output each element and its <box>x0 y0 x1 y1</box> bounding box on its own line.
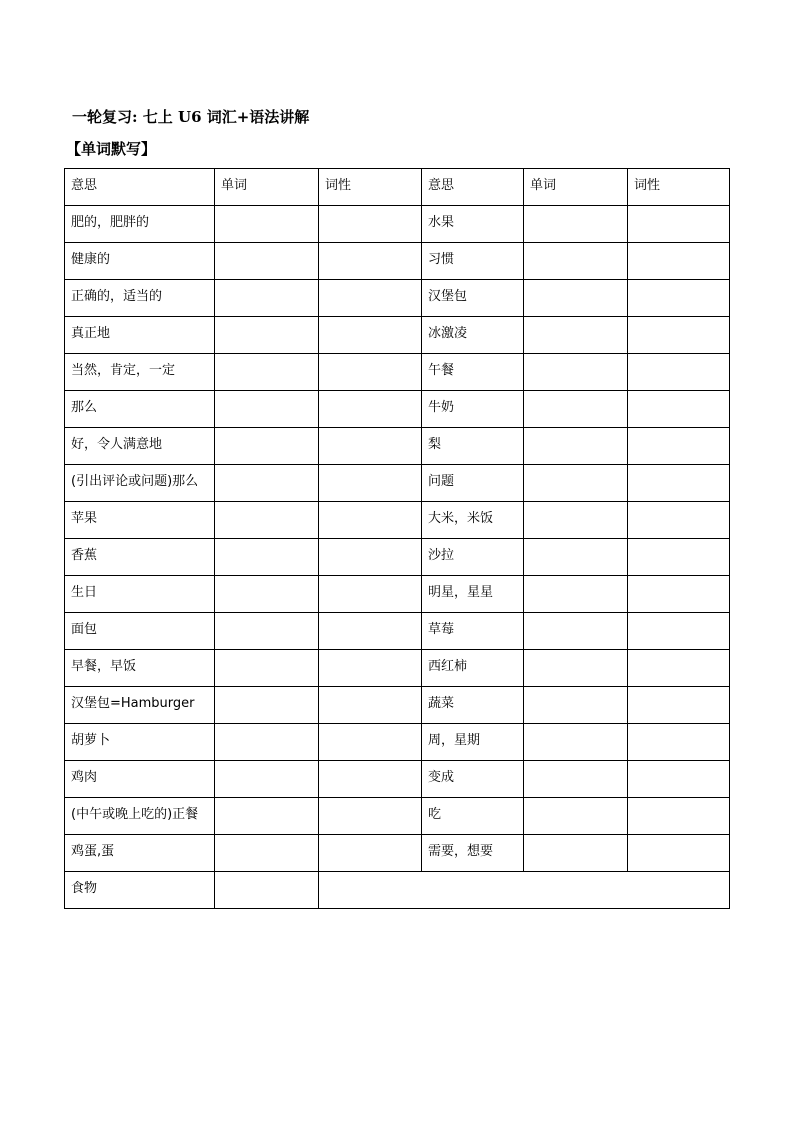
meaning-cell: 蔬菜 <box>422 687 524 724</box>
pos-answer-cell[interactable] <box>628 798 730 835</box>
meaning-cell: (中午或晚上吃的)正餐 <box>65 798 215 835</box>
word-answer-cell[interactable] <box>215 872 319 909</box>
word-answer-cell[interactable] <box>524 761 628 798</box>
meaning-cell: 草莓 <box>422 613 524 650</box>
pos-answer-cell[interactable] <box>319 576 422 613</box>
meaning-cell: 生日 <box>65 576 215 613</box>
word-answer-cell[interactable] <box>524 391 628 428</box>
word-answer-cell[interactable] <box>524 206 628 243</box>
meaning-cell: 冰激凌 <box>422 317 524 354</box>
meaning-cell: 周，星期 <box>422 724 524 761</box>
pos-answer-cell[interactable] <box>628 354 730 391</box>
table-row <box>65 613 730 650</box>
meaning-cell: 汉堡包=Hamburger <box>65 687 215 724</box>
meaning-cell: 好，令人满意地 <box>65 428 215 465</box>
word-answer-cell[interactable] <box>215 650 319 687</box>
pos-answer-cell[interactable] <box>319 428 422 465</box>
word-answer-cell[interactable] <box>215 576 319 613</box>
pos-answer-cell[interactable] <box>628 317 730 354</box>
meaning-cell: 牛奶 <box>422 391 524 428</box>
word-answer-cell[interactable] <box>215 761 319 798</box>
pos-answer-cell[interactable] <box>628 465 730 502</box>
pos-answer-cell[interactable] <box>628 206 730 243</box>
word-answer-cell[interactable] <box>215 206 319 243</box>
pos-answer-cell[interactable] <box>628 761 730 798</box>
pos-answer-cell[interactable] <box>628 724 730 761</box>
word-answer-cell[interactable] <box>524 280 628 317</box>
meaning-cell: 水果 <box>422 206 524 243</box>
table-row <box>65 465 730 502</box>
meaning-cell: (引出评论或问题)那么 <box>65 465 215 502</box>
pos-answer-cell[interactable] <box>319 650 422 687</box>
pos-answer-cell[interactable] <box>319 354 422 391</box>
meaning-cell: 问题 <box>422 465 524 502</box>
meaning-cell: 鸡蛋,蛋 <box>65 835 215 872</box>
word-answer-cell[interactable] <box>215 502 319 539</box>
word-answer-cell[interactable] <box>524 798 628 835</box>
meaning-cell: 鸡肉 <box>65 761 215 798</box>
page-title: 一轮复习: 七上 U6 词汇+语法讲解 <box>72 108 310 126</box>
pos-answer-cell[interactable] <box>628 391 730 428</box>
pos-answer-cell[interactable] <box>628 650 730 687</box>
word-answer-cell[interactable] <box>524 835 628 872</box>
table-row <box>65 761 730 798</box>
meaning-cell: 午餐 <box>422 354 524 391</box>
pos-answer-cell[interactable] <box>319 206 422 243</box>
table-row <box>65 428 730 465</box>
pos-answer-cell[interactable] <box>628 280 730 317</box>
meaning-cell: 西红柿 <box>422 650 524 687</box>
meaning-cell: 明星，星星 <box>422 576 524 613</box>
table-header-row <box>65 169 730 206</box>
table-row <box>65 724 730 761</box>
meaning-cell: 真正地 <box>65 317 215 354</box>
header-cell: 意思 <box>65 169 215 206</box>
meaning-cell: 吃 <box>422 798 524 835</box>
word-answer-cell[interactable] <box>215 613 319 650</box>
table-row <box>65 835 730 872</box>
table-row <box>65 280 730 317</box>
table-row <box>65 539 730 576</box>
table-row <box>65 687 730 724</box>
meaning-cell: 梨 <box>422 428 524 465</box>
pos-answer-cell[interactable] <box>319 798 422 835</box>
meaning-cell: 香蕉 <box>65 539 215 576</box>
pos-answer-cell[interactable] <box>319 280 422 317</box>
meaning-cell: 汉堡包 <box>422 280 524 317</box>
word-answer-cell[interactable] <box>215 539 319 576</box>
table-row <box>65 650 730 687</box>
table-row <box>65 317 730 354</box>
word-answer-cell[interactable] <box>524 465 628 502</box>
word-answer-cell[interactable] <box>524 243 628 280</box>
word-answer-cell[interactable] <box>215 280 319 317</box>
meaning-cell: 食物 <box>65 872 215 909</box>
meaning-cell: 正确的，适当的 <box>65 280 215 317</box>
meaning-cell: 当然，肯定，一定 <box>65 354 215 391</box>
table-row <box>65 872 730 909</box>
pos-answer-cell[interactable] <box>628 835 730 872</box>
word-answer-cell[interactable] <box>215 798 319 835</box>
pos-answer-cell[interactable] <box>628 502 730 539</box>
meaning-cell: 健康的 <box>65 243 215 280</box>
pos-answer-cell[interactable] <box>319 317 422 354</box>
pos-answer-cell[interactable] <box>319 465 422 502</box>
table-row <box>65 576 730 613</box>
word-answer-cell[interactable] <box>524 724 628 761</box>
word-answer-cell[interactable] <box>215 391 319 428</box>
table-row <box>65 354 730 391</box>
word-answer-cell[interactable] <box>524 576 628 613</box>
header-cell: 意思 <box>422 169 524 206</box>
meaning-cell: 面包 <box>65 613 215 650</box>
header-cell: 词性 <box>319 169 422 206</box>
word-answer-cell[interactable] <box>215 317 319 354</box>
header-cell: 词性 <box>628 169 730 206</box>
pos-answer-cell[interactable] <box>628 576 730 613</box>
word-answer-cell[interactable] <box>524 650 628 687</box>
meaning-cell: 习惯 <box>422 243 524 280</box>
meaning-cell: 变成 <box>422 761 524 798</box>
word-answer-cell[interactable] <box>524 502 628 539</box>
header-cell: 单词 <box>215 169 319 206</box>
word-answer-cell[interactable] <box>215 687 319 724</box>
table-row <box>65 206 730 243</box>
pos-answer-cell[interactable] <box>319 687 422 724</box>
word-answer-cell[interactable] <box>215 465 319 502</box>
section-heading: 【单词默写】 <box>66 140 157 158</box>
pos-answer-cell[interactable] <box>319 243 422 280</box>
pos-answer-cell[interactable] <box>319 539 422 576</box>
meaning-cell: 那么 <box>65 391 215 428</box>
word-answer-cell[interactable] <box>524 539 628 576</box>
word-answer-cell[interactable] <box>215 724 319 761</box>
table-row <box>65 243 730 280</box>
table-row <box>65 391 730 428</box>
meaning-cell: 肥的，肥胖的 <box>65 206 215 243</box>
word-answer-cell[interactable] <box>215 243 319 280</box>
pos-answer-cell[interactable] <box>319 391 422 428</box>
pos-answer-cell[interactable] <box>628 539 730 576</box>
pos-answer-cell[interactable] <box>628 613 730 650</box>
meaning-cell: 需要，想要 <box>422 835 524 872</box>
word-answer-cell[interactable] <box>215 354 319 391</box>
meaning-cell: 苹果 <box>65 502 215 539</box>
pos-answer-cell[interactable] <box>628 687 730 724</box>
pos-answer-cell[interactable] <box>319 502 422 539</box>
pos-answer-cell[interactable] <box>319 724 422 761</box>
pos-answer-cell[interactable] <box>319 613 422 650</box>
pos-answer-cell[interactable] <box>319 761 422 798</box>
pos-answer-cell[interactable] <box>628 243 730 280</box>
word-answer-cell[interactable] <box>524 613 628 650</box>
word-answer-cell[interactable] <box>524 317 628 354</box>
word-answer-cell[interactable] <box>524 687 628 724</box>
table-row <box>65 502 730 539</box>
word-answer-cell[interactable] <box>524 354 628 391</box>
meaning-cell: 沙拉 <box>422 539 524 576</box>
meaning-cell: 大米，米饭 <box>422 502 524 539</box>
meaning-cell: 早餐，早饭 <box>65 650 215 687</box>
vocab-table <box>64 168 730 909</box>
word-answer-cell[interactable] <box>524 428 628 465</box>
word-answer-cell[interactable] <box>215 428 319 465</box>
word-answer-cell[interactable] <box>215 835 319 872</box>
header-cell: 单词 <box>524 169 628 206</box>
pos-answer-cell[interactable] <box>628 428 730 465</box>
meaning-cell: 胡萝卜 <box>65 724 215 761</box>
empty-merged-cell <box>319 872 730 909</box>
pos-answer-cell[interactable] <box>319 835 422 872</box>
table-row <box>65 798 730 835</box>
